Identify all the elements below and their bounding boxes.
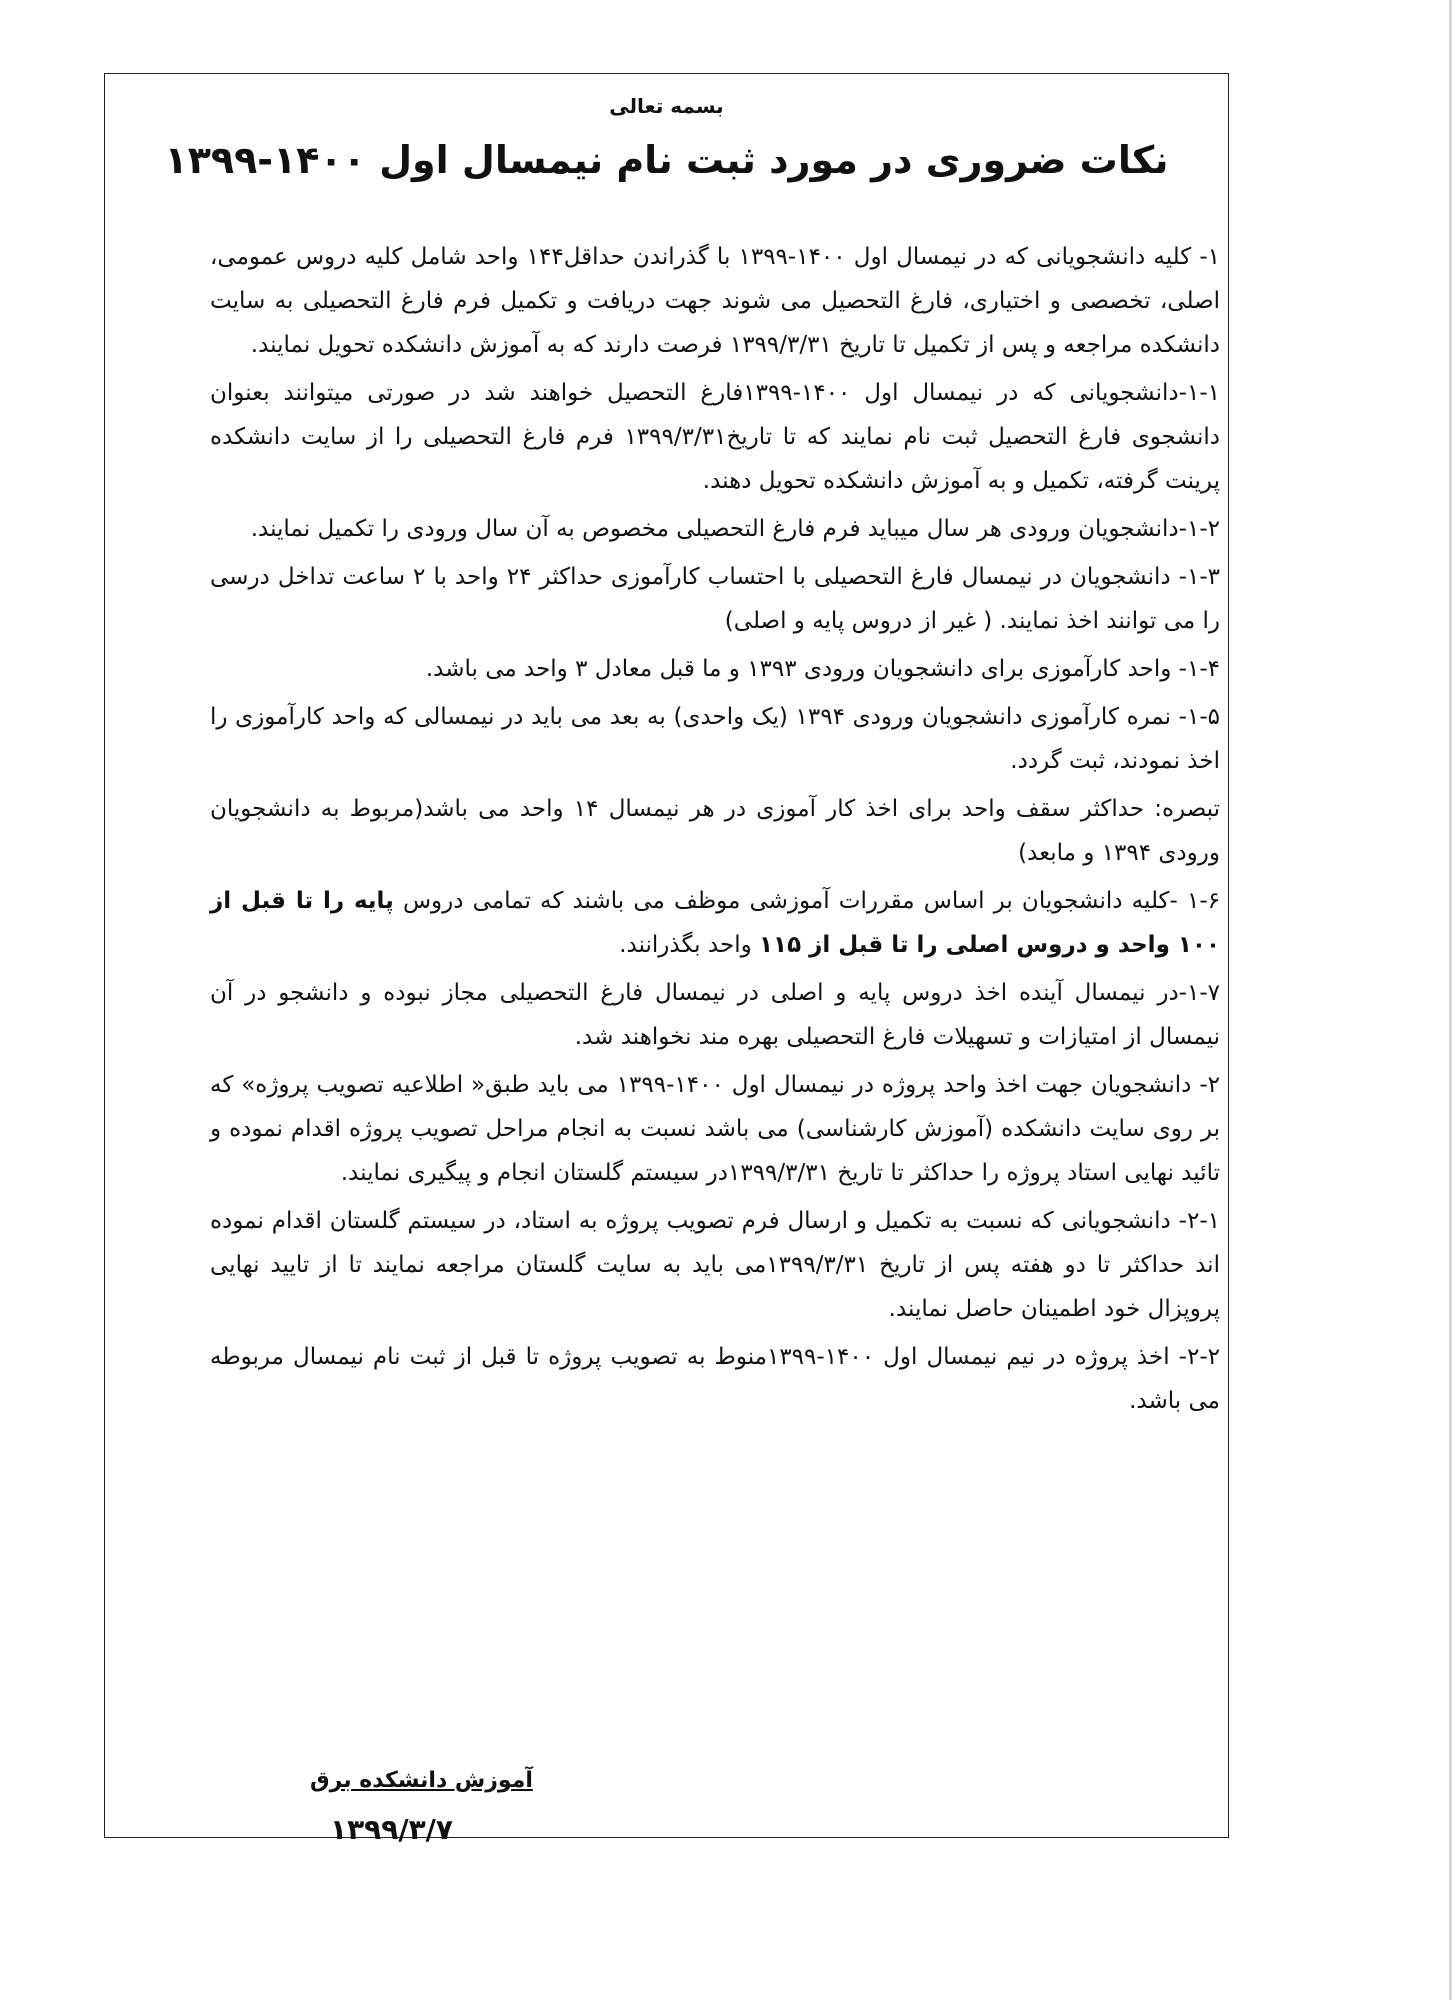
paragraph-1-6 (210, 879, 1220, 967)
paragraph-1-4: ۱-۴- واحد کارآموزی برای دانشجویان ورودی ۱۳۹۳ و ما قبل معادل ۳ واحد می باشد. (425, 656, 1220, 682)
document-body (210, 235, 1220, 1427)
paragraph-1-6-bold: پایه را تا قبل از ۱۰۰ واحد و دروس اصلی را تا قبل از ۱۱۵ (210, 888, 1220, 958)
paragraph-1-1: ۱-۱-دانشجویانی که در نیمسال اول ۱۴۰۰-۱۳۹۹فارغ التحصیل خواهند شد در صورتی میتوانند بعنوان دانشجوی فارغ التحصیل ثبت نام نمایند که تا تاریخ۱۳۹۹/۳/۳۱ فرم فارغ التحصیلی را از سایت دانشکده پرینت گرفته، تکمیل و به آموزش دانشکده تحویل دهند. (210, 380, 1220, 494)
document-title: نکات ضروری در مورد ثبت نام نیمسال اول ۱۴۰۰-۱۳۹۹ (164, 138, 1169, 182)
paragraph-1-2: ۱-۲-دانشجویان ورودی هر سال میباید فرم فارغ التحصیلی مخصوص به آن سال ورودی را تکمیل نمایند. (250, 516, 1220, 542)
note-paragraph: تبصره: حداکثر سقف واحد برای اخذ کار آموزی در هر نیمسال ۱۴ واحد می باشد(مربوط به دانشجویان ورودی ۱۳۹۴ و مابعد) (210, 796, 1221, 866)
paragraph-1-7: ۱-۷-در نیمسال آینده اخذ دروس پایه و اصلی در نیمسال فارغ التحصیلی مجاز نبوده و دانشجو در آن نیمسال از امتیازات و تسهیلات فارغ التحصیلی بهره مند نخواهند شد. (210, 980, 1220, 1050)
paragraph-1: ۱- کلیه دانشجویانی که در نیمسال اول ۱۴۰۰-۱۳۹۹ با گذراندن حداقل۱۴۴ واحد شامل کلیه دروس عمومی، اصلی، تخصصی و اختیاری، فارغ التحصیل می شوند جهت دریافت و تکمیل فرم فارغ التحصیلی به سایت دانشکده مراجعه و پس از تکمیل تا تاریخ ۱۳۹۹/۳/۳۱ فرصت دارند که به آموزش دانشکده تحویل نمایند. (210, 244, 1221, 358)
paragraph-1-6-end: واحد بگذرانند. (619, 932, 759, 958)
paragraph-2-1: ۲-۱- دانشجویانی که نسبت به تکمیل و ارسال فرم تصویب پروژه به استاد، در سیستم گلستان اقدام نموده اند حداکثر تا دو هفته پس از تاریخ ۱۳۹۹/۳/۳۱می باید به سایت گلستان مراجعه نمایند تا از تایید نهایی پروپزال خود اطمینان حاصل نمایند. (210, 1208, 1220, 1322)
paragraph-1-5: ۱-۵- نمره کارآموزی دانشجویان ورودی ۱۳۹۴ (یک واحدی) به بعد می باید در نیمسالی که واحد کارآموزی را اخذ نمودند، ثبت گردد. (210, 704, 1220, 774)
paragraph-1-6-start: ۱-۶ -کلیه دانشجویان بر اساس مقررات آموزشی موظف می باشند که تمامی دروس (393, 888, 1220, 914)
basmala-heading: بسمه تعالی (609, 94, 724, 118)
signature-office: آموزش دانشکده برق (310, 1768, 533, 1793)
paragraph-2: ۲- دانشجویان جهت اخذ واحد پروژه در نیمسال اول ۱۴۰۰-۱۳۹۹ می باید طبق« اطلاعیه تصویب پروژه» که بر روی سایت دانشکده (آموزش کارشناسی) می باشد نسبت به انجام مراحل تصویب پروژه اقدام نموده و تائید نهایی استاد پروژه را حداکثر تا تاریخ ۱۳۹۹/۳/۳۱در سیستم گلستان انجام و پیگیری نمایند. (210, 1072, 1220, 1186)
signature-date: ۱۳۹۹/۳/۷ (330, 1813, 453, 1846)
paragraph-2-2: ۲-۲- اخذ پروژه در نیم نیمسال اول ۱۴۰۰-۱۳۹۹منوط به تصویب پروژه تا قبل از ثبت نام نیمسال مربوطه می باشد. (210, 1344, 1220, 1414)
paragraph-1-3: ۱-۳- دانشجویان در نیمسال فارغ التحصیلی با احتساب کارآموزی حداکثر ۲۴ واحد با ۲ ساعت تداخل درسی را می توانند اخذ نمایند. ( غیر از دروس پایه و اصلی) (210, 564, 1220, 634)
